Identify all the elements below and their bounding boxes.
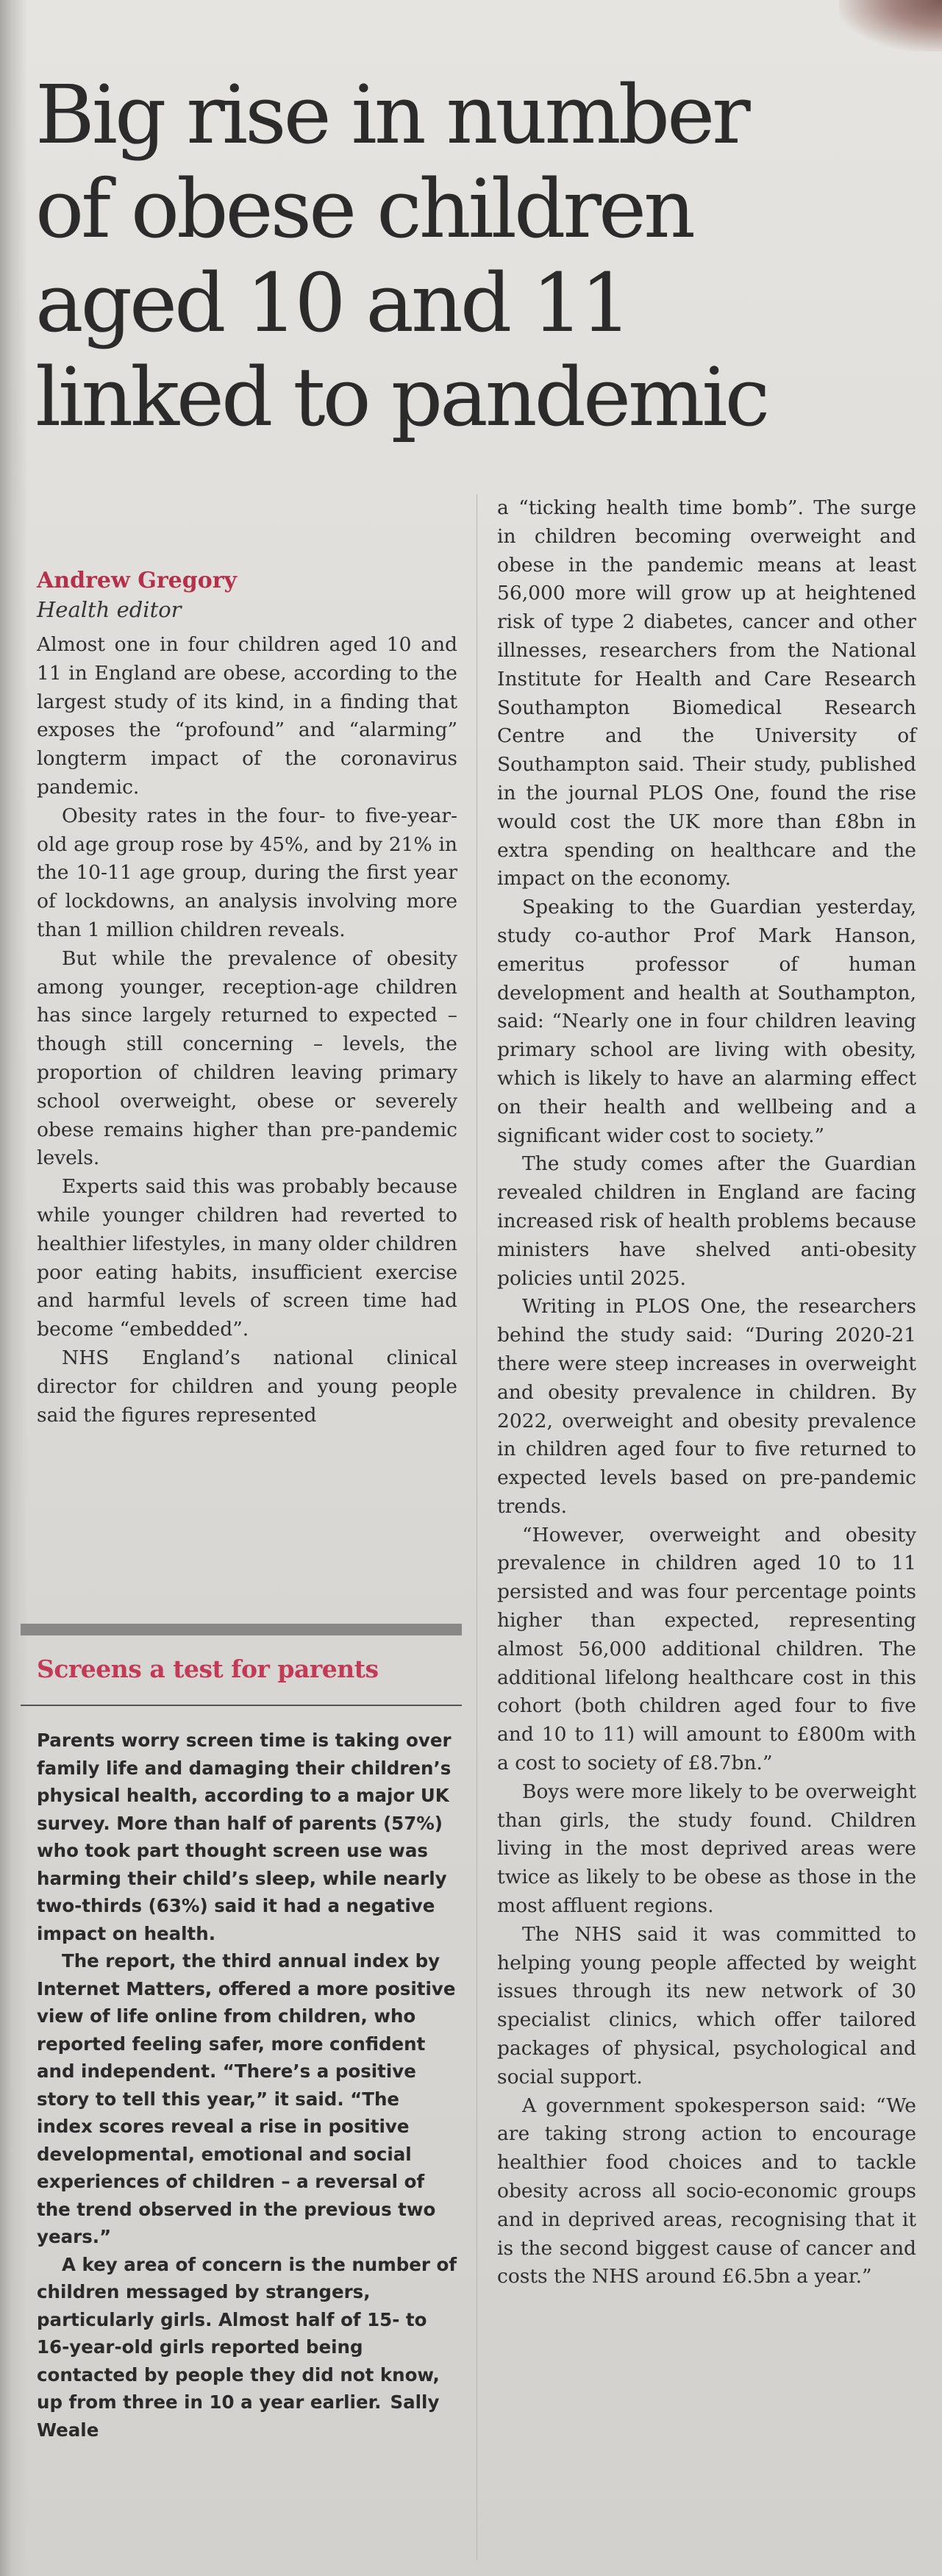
page-corner-shadow [839, 0, 942, 51]
article-column-left [37, 631, 457, 1430]
article-paragraph: “However, overweight and obesity prevalence in children aged 10 to 11 persisted and was four percentage points higher than expected, representing almost 56,000 additional children. The additional lifelong healthcare cost in this cohort (both children aged four to five and 10 to 11) will amount to £800m with a cost to society of £8.7bn.” [497, 1523, 916, 1775]
byline [37, 566, 449, 624]
article-paragraph: The study comes after the Guardian revealed children in England are facing increased risk of health problems because ministers have shelved anti-obesity policies until 2025. [497, 1152, 916, 1290]
sidebar-paragraph [37, 2251, 457, 2444]
sidebar-body [37, 1727, 457, 2444]
sidebar-title: Screens a test for parents [37, 1655, 379, 1683]
headline-line: linked to pandemic [35, 350, 768, 444]
headline-line: of obese children [35, 162, 693, 256]
article-paragraph: But while the prevalence of obesity among younger, reception-age children has since largely returned to expected – though still concerning – levels, the proportion of children leaving primary school overweight, obese or severely obese remains higher than pre-pandemic levels. [37, 946, 457, 1170]
article-paragraph: NHS England’s national clinical director for children and young people said the figures represented [37, 1346, 457, 1427]
headline-line: Big rise in number [35, 68, 748, 162]
article-paragraph: Experts said this was probably because while younger children had reverted to healthier lifestyles, in many older children poor eating habits, insufficient exercise and harmful levels of screen time had become “embedded”. [37, 1175, 457, 1341]
article-paragraph: A government spokesperson said: “We are taking strong action to encourage healthier food choices and to tackle obesity across all socio-economic groups and in deprived areas, recognising that it is the second biggest cause of cancer and costs the NHS around £6.5bn a year.” [497, 2094, 916, 2288]
sidebar-author: Sally Weale [37, 2391, 440, 2441]
article-paragraph: The NHS said it was committed to helping young people affected by weight issues through its new network of 30 specialist clinics, which offer tailored packages of physical, psychological and social support. [497, 1922, 916, 2088]
byline-role: Health editor [37, 597, 182, 622]
headline [35, 68, 910, 444]
article-paragraph: Speaking to the Guardian yesterday, study co-author Prof Mark Hanson, emeritus professor of human development and health at Southampton, said: “Nearly one in four children leaving primary school are living with obesity, which is likely to have an alarming effect on their health and wellbeing and a significant wider cost to society.” [497, 896, 916, 1147]
sidebar-paragraph: Parents worry screen time is taking over family life and damaging their children’s physical health, according to a major UK survey. More than half of parents (57%) who took part thought screen use was harming their child’s sleep, while nearly two-thirds (63%) said it had a negative impact on health. [37, 1730, 452, 1944]
sidebar-rule [21, 1705, 462, 1706]
article-paragraph: Boys were more likely to be overweight than girls, the study found. Children living in the most deprived areas were twice as likely to be obese as those in the most affluent regions. [497, 1780, 916, 1918]
article-paragraph: a “ticking health time bomb”. The surge in children becoming overweight and obese in the pandemic means at least 56,000 more will grow up at heightened risk of type 2 diabetes, cancer and other illnesses, researchers from the National Institute for Health and Care Research Southampton Biomedical Research Centre and the University of Southampton said. Their study, published in the journal PLOS One, found the rise would cost the UK more than £8bn in extra spending on healthcare and the impact on the economy. [497, 496, 916, 891]
sidebar-top-bar [21, 1624, 462, 1635]
sidebar-paragraph-text: A key area of concern is the number of children messaged by strangers, particularly girls. Almost half of 15- to 16-year-old girls reported being contacted by people they did not know, up from three in 10 a year earlier. [37, 2253, 457, 2413]
article-paragraph: Obesity rates in the four- to five-year-old age group rose by 45%, and by 21% in the 10-11 age group, during the first year of lockdowns, an analysis involving more than 1 million children reveals. [37, 804, 457, 941]
byline-name: Andrew Gregory [37, 568, 237, 593]
sidebar-paragraph: The report, the third annual index by Internet Matters, offered a more positive view of life online from children, who reported feeling safer, more confident and independent. “There’s a positive story to tell this year,” it said. “The index scores reveal a rise in positive developmental, emotional and social experiences of children – a reversal of the trend observed in the previous two years.” [37, 1950, 456, 2247]
article-column-right [497, 494, 916, 2291]
article-paragraph: Writing in PLOS One, the researchers behind the study said: “During 2020-21 there were steep increases in overweight and obesity prevalence in children. By 2022, overweight and obesity prevalence in children aged four to five returned to expected levels based on pre-pandemic trends. [497, 1295, 916, 1518]
article-paragraph: Almost one in four children aged 10 and 11 in England are obese, according to the largest study of its kind, in a finding that exposes the “profound” and “alarming” longterm impact of the coronavirus pandemic. [37, 633, 457, 799]
headline-line: aged 10 and 11 [35, 256, 629, 350]
